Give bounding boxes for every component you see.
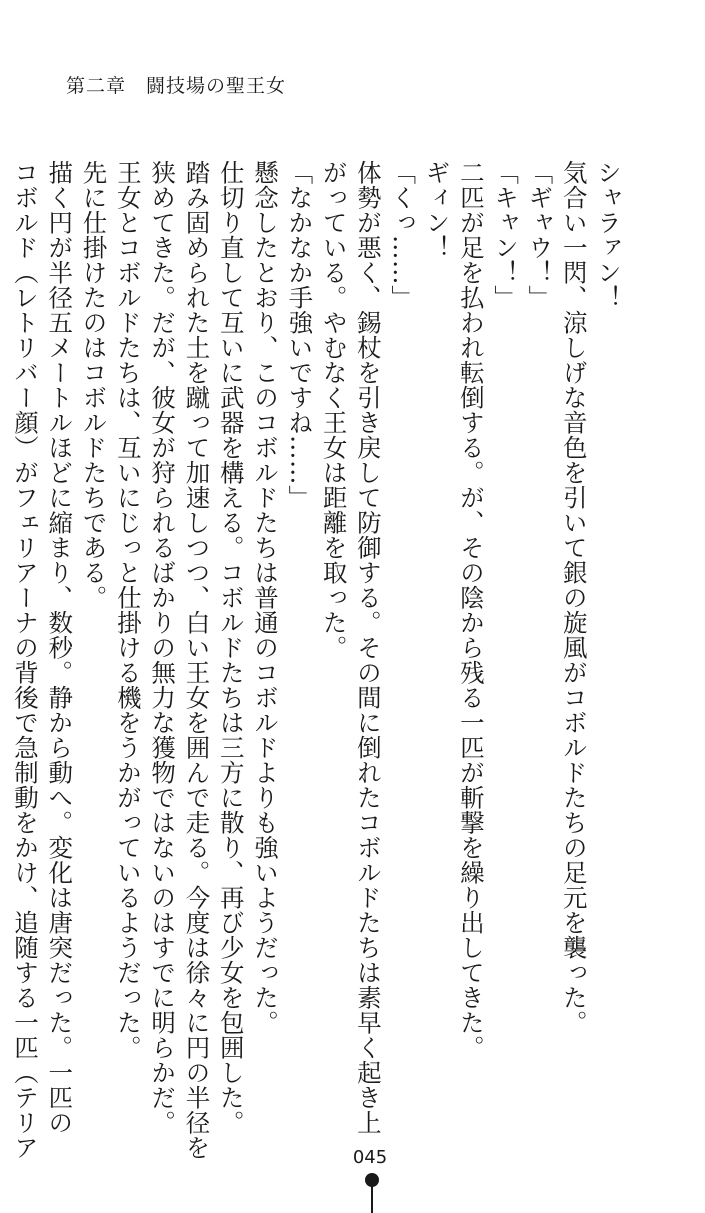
text-line: 「ギャウ！」 (525, 160, 555, 310)
vertical-body-text (8, 160, 625, 1170)
marker-stem (371, 1183, 373, 1213)
text-line: がっている。やむなく王女は距離を取った。 (319, 160, 349, 660)
text-line: 「くっ……」 (388, 160, 418, 310)
text-line: 描く円が半径五メートルほどに縮まり、数秒。静から動へ。変化は唐突だった。一匹の (45, 160, 75, 1135)
text-line: 狭めてきた。だが、彼女が狩られるばかりの無力な獲物ではないのはすでに明らかだ。 (148, 160, 178, 1135)
page-number: 045 (352, 1147, 388, 1168)
text-line: 二匹が足を払われ転倒する。が、その陰から残る一匹が斬撃を繰り出してきた。 (456, 160, 486, 1060)
text-line: ギィン！ (422, 160, 452, 260)
text-line: 「なかなか手強いですね……」 (285, 160, 315, 510)
text-line: 「キャン！」 (491, 160, 521, 310)
page-marker-icon (365, 1173, 379, 1213)
text-line: 踏み固められた土を蹴って加速しつつ、白い王女を囲んで走る。今度は徐々に円の半径を (182, 160, 212, 1160)
text-line: 王女とコボルドたちは、互いにじっと仕掛ける機をうかがっているようだった。 (113, 160, 143, 1060)
text-line: 懸念したとおり、このコボルドたちは普通のコボルドよりも強いようだった。 (251, 160, 281, 1035)
text-line: 先に仕掛けたのはコボルドたちである。 (79, 160, 109, 610)
running-header: 第二章 闘技場の聖王女 (66, 75, 287, 97)
text-line: 気合い一閃、涼しげな音色を引いて銀の旋風がコボルドたちの足元を襲った。 (559, 160, 589, 1035)
text-line: コボルド（レトリバー顔）がフェリアーナの背後で急制動をかけ、追随する一匹（テリア (10, 160, 40, 1160)
text-line: シャラァン！ (594, 160, 623, 310)
text-line: 仕切り直して互いに武器を構える。コボルドたちは三方に散り、再び少女を包囲した。 (216, 160, 246, 1135)
text-line: 体勢が悪く、錫杖を引き戻して防御する。その間に倒れたコボルドたちは素早く起き上 (353, 160, 383, 1135)
